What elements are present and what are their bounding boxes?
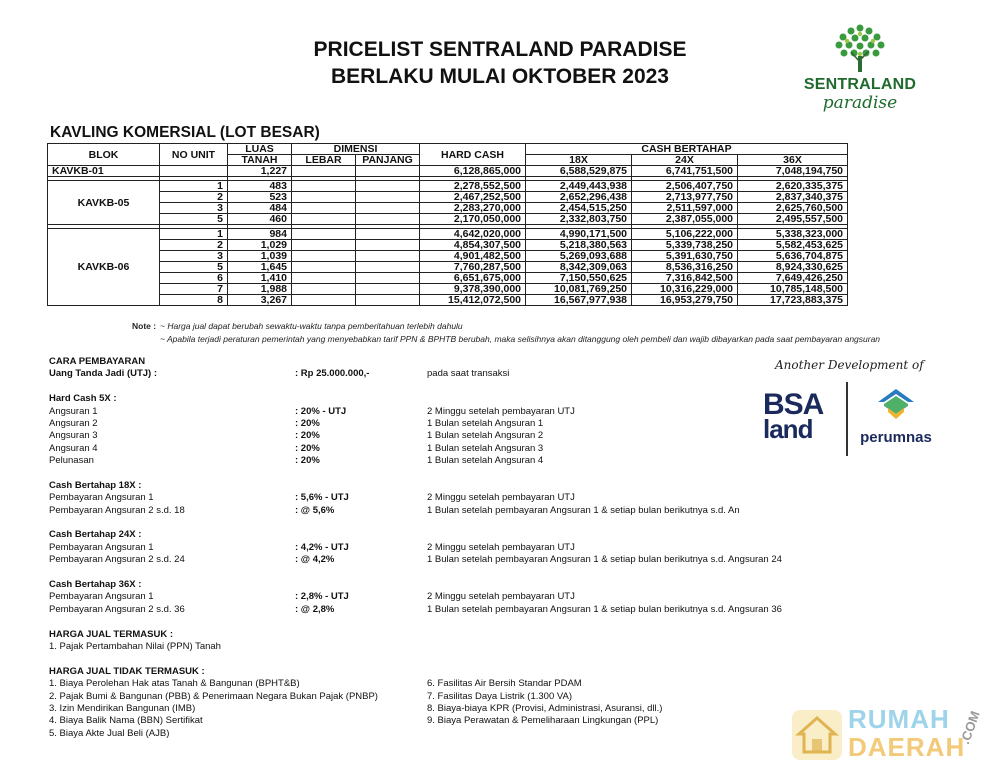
payment-note: 1 Bulan setelah Angsuran 3 [427,442,544,454]
header-lebar: LEBAR [292,155,356,166]
utj-value: : Rp 25.000.000,- [295,368,370,380]
no-unit-cell: 6 [160,273,228,284]
hard-cash-cell: 4,854,307,500 [420,240,526,251]
luas-cell: 1,227 [228,166,292,177]
no-unit-cell: 3 [160,203,228,214]
luas-cell: 484 [228,203,292,214]
price-24x-cell: 8,536,316,250 [632,262,738,273]
no-unit-cell: 1 [160,181,228,192]
price-18x-cell: 4,990,171,500 [526,229,632,240]
no-unit-cell: 5 [160,262,228,273]
lebar-cell [292,295,356,306]
watermark-line-1: RUMAH [848,704,950,734]
payment-label: Pelunasan [49,455,94,467]
price-18x-cell: 16,567,977,938 [526,295,632,306]
table-row [48,240,848,251]
watermark-line-2: DAERAH [848,732,966,762]
notes-label: Note : [132,321,157,331]
header-36x: 36X [738,155,848,166]
lebar-cell [292,166,356,177]
note-item: ~ Harga jual dapat berubah sewaktu-waktu tanpa pemberitahuan terlebih dahulu [160,321,463,331]
page-title [250,36,750,90]
excluded-cost-item: 3. Izin Mendirikan Bangunan (IMB) [49,702,196,714]
header-24x: 24X [632,155,738,166]
lebar-cell [292,229,356,240]
no-unit-cell: 2 [160,240,228,251]
luas-cell: 1,988 [228,284,292,295]
another-development-label: Another Development of [775,358,924,372]
price-36x-cell: 5,338,323,000 [738,229,848,240]
table-row [48,203,848,214]
logo-divider [846,382,848,456]
price-36x-cell: 5,636,704,875 [738,251,848,262]
price-36x-cell: 7,649,426,250 [738,273,848,284]
payment-note: 2 Minggu setelah pembayaran UTJ [427,492,575,504]
price-18x-cell: 10,081,769,250 [526,284,632,295]
price-24x-cell: 2,506,407,750 [632,181,738,192]
table-row [48,192,848,203]
price-table [47,143,848,306]
luas-cell: 1,039 [228,251,292,262]
payment-note: 2 Minggu setelah pembayaran UTJ [427,591,575,603]
payment-note: 1 Bulan setelah pembayaran Angsuran 1 & setiap bulan berikutnya s.d. Angsuran 36 [427,603,782,615]
perumnas-house-icon [874,386,918,422]
title-line-2: BERLAKU MULAI OKTOBER 2023 [331,65,669,88]
no-unit-cell: 7 [160,284,228,295]
price-36x-cell: 5,582,453,625 [738,240,848,251]
price-18x-cell: 2,652,296,438 [526,192,632,203]
price-24x-cell: 5,106,222,000 [632,229,738,240]
watermark-com: .COM [957,708,983,747]
payment-note: 1 Bulan setelah Angsuran 2 [427,430,544,442]
price-36x-cell: 2,495,557,500 [738,214,848,225]
no-unit-cell: 8 [160,295,228,306]
price-36x-cell: 2,625,760,500 [738,203,848,214]
lebar-cell [292,240,356,251]
payment-note: 1 Bulan setelah Angsuran 4 [427,455,544,467]
price-36x-cell: 17,723,883,375 [738,295,848,306]
lebar-cell [292,181,356,192]
table-row [48,251,848,262]
luas-cell: 1,029 [228,240,292,251]
payment-label: Pembayaran Angsuran 2 s.d. 24 [49,554,185,566]
header-luas: LUAS [228,144,292,155]
price-18x-cell: 7,150,550,625 [526,273,632,284]
panjang-cell [356,273,420,284]
table-row [48,262,848,273]
price-24x-cell: 2,387,055,000 [632,214,738,225]
payment-value: : 20% - UTJ [295,405,347,417]
utj-label: Uang Tanda Jadi (UTJ) : [49,368,158,380]
payment-note: 2 Minggu setelah pembayaran UTJ [427,405,575,417]
no-unit-cell: 5 [160,214,228,225]
cash-bertahap-36x-heading: Cash Bertahap 36X : [49,579,142,591]
price-24x-cell: 16,953,279,750 [632,295,738,306]
price-18x-cell: 6,588,529,875 [526,166,632,177]
price-18x-cell: 8,342,309,063 [526,262,632,273]
header-cash-bertahap: CASH BERTAHAP [526,144,848,155]
bsa-text: BSA [763,388,824,421]
payment-label: Pembayaran Angsuran 1 [49,492,154,504]
house-watermark-icon [790,708,844,762]
lebar-cell [292,192,356,203]
luas-cell: 523 [228,192,292,203]
excluded-cost-item: 7. Fasilitas Daya Listrik (1.300 VA) [427,690,573,702]
price-18x-cell: 5,218,380,563 [526,240,632,251]
payment-label: Pembayaran Angsuran 2 s.d. 36 [49,603,185,615]
notes [132,320,880,346]
hard-cash-cell: 6,128,865,000 [420,166,526,177]
payment-value: : 20% [295,455,320,467]
perumnas-logo [852,386,940,446]
payment-note: 1 Bulan setelah Angsuran 1 [427,417,544,429]
price-36x-cell: 2,837,340,375 [738,192,848,203]
cara-pembayaran-heading: CARA PEMBAYARAN [49,356,146,367]
table-row [48,295,848,306]
panjang-cell [356,181,420,192]
excluded-cost-item: 6. Fasilitas Air Bersih Standar PDAM [427,678,582,690]
excluded-cost-item: 2. Pajak Bumi & Bangunan (PBB) & Penerimaan Negara Bukan Pajak (PNBP) [49,690,378,702]
table-row [48,229,848,240]
hard-cash-cell: 2,467,252,500 [420,192,526,203]
lebar-cell [292,273,356,284]
brand-sub: paradise [822,93,898,113]
no-unit-cell: 1 [160,229,228,240]
header-18x: 18X [526,155,632,166]
no-unit-cell: 2 [160,192,228,203]
luas-cell: 984 [228,229,292,240]
payment-value: : 5,6% - UTJ [295,492,349,504]
table-row [48,181,848,192]
excluded-cost-item: 5. Biaya Akte Jual Beli (AJB) [49,727,170,739]
hard-cash-cell: 7,760,287,500 [420,262,526,273]
price-24x-cell: 2,713,977,750 [632,192,738,203]
excluded-cost-item: 9. Biaya Perawatan & Pemeliharaan Lingkungan (PPL) [427,715,659,727]
brand-name: SENTRALAND [803,76,917,93]
panjang-cell [356,166,420,177]
payment-label: Pembayaran Angsuran 1 [49,541,154,553]
cash-bertahap-18x-heading: Cash Bertahap 18X : [49,479,142,491]
header-no-unit: NO UNIT [160,144,228,166]
bsa-land-logo [763,388,824,444]
payment-label: Angsuran 3 [49,430,98,442]
price-18x-cell: 2,332,803,750 [526,214,632,225]
lebar-cell [292,251,356,262]
excluded-cost-item: 1. Biaya Perolehan Hak atas Tanah & Bangunan (BPHT&B) [49,678,300,690]
cash-bertahap-24x-heading: Cash Bertahap 24X : [49,529,142,541]
payment-label: Pembayaran Angsuran 1 [49,591,154,603]
price-24x-cell: 7,316,842,500 [632,273,738,284]
price-36x-cell: 10,785,148,500 [738,284,848,295]
panjang-cell [356,284,420,295]
price-18x-cell: 5,269,093,688 [526,251,632,262]
price-36x-cell: 2,620,335,375 [738,181,848,192]
table-row [48,214,848,225]
panjang-cell [356,203,420,214]
excluded-cost-item: 4. Biaya Balik Nama (BBN) Sertifikat [49,715,203,727]
lebar-cell [292,214,356,225]
lebar-cell [292,284,356,295]
panjang-cell [356,229,420,240]
harga-tidak-termasuk-heading: HARGA JUAL TIDAK TERMASUK : [49,665,205,677]
payment-note: 1 Bulan setelah pembayaran Angsuran 1 & setiap bulan berikutnya s.d. An [427,504,740,516]
payment-note: 2 Minggu setelah pembayaran UTJ [427,541,575,553]
payment-note: 1 Bulan setelah pembayaran Angsuran 1 & setiap bulan berikutnya s.d. Angsuran 24 [427,554,782,566]
payment-label: Angsuran 4 [49,442,98,454]
header-hard-cash: HARD CASH [420,144,526,166]
payment-value: : 4,2% - UTJ [295,541,349,553]
perumnas-text: perumnas [860,429,932,446]
section-title: KAVLING KOMERSIAL (LOT BESAR) [50,124,320,141]
panjang-cell [356,295,420,306]
title-line-1: PRICELIST SENTRALAND PARADISE [313,38,687,61]
blok-cell: KAVKB-01 [48,166,160,177]
price-18x-cell: 2,454,515,250 [526,203,632,214]
hard-cash-cell: 4,901,482,500 [420,251,526,262]
lebar-cell [292,203,356,214]
table-row [48,273,848,284]
payment-label: Pembayaran Angsuran 2 s.d. 18 [49,504,185,516]
blok-cell: KAVKB-06 [48,229,160,306]
price-24x-cell: 6,741,751,500 [632,166,738,177]
payment-value: : @ 4,2% [295,554,335,566]
price-36x-cell: 8,924,330,625 [738,262,848,273]
price-18x-cell: 2,449,443,938 [526,181,632,192]
payment-value: : 20% [295,442,320,454]
panjang-cell [356,251,420,262]
lebar-cell [292,262,356,273]
header-dimensi: DIMENSI [292,144,420,155]
header-blok: BLOK [48,144,160,166]
hard-cash-cell: 2,278,552,500 [420,181,526,192]
luas-cell: 483 [228,181,292,192]
payment-label: Angsuran 1 [49,405,98,417]
price-24x-cell: 10,316,229,000 [632,284,738,295]
payment-value: : 20% [295,417,320,429]
price-24x-cell: 5,391,630,750 [632,251,738,262]
hard-cash-cell: 2,283,270,000 [420,203,526,214]
hard-cash-cell: 2,170,050,000 [420,214,526,225]
hard-cash-cell: 4,642,020,000 [420,229,526,240]
payment-value: : @ 5,6% [295,504,335,516]
utj-note: pada saat transaksi [427,368,510,380]
luas-cell: 1,410 [228,273,292,284]
luas-cell: 460 [228,214,292,225]
payment-value: : @ 2,8% [295,603,335,615]
harga-termasuk-item: 1. Pajak Pertambahan Nilai (PPN) Tanah [49,640,221,652]
panjang-cell [356,192,420,203]
header-tanah: TANAH [228,155,292,166]
table-row [48,284,848,295]
payment-value: : 2,8% - UTJ [295,591,349,603]
hard-cash-cell: 15,412,072,500 [420,295,526,306]
price-36x-cell: 7,048,194,750 [738,166,848,177]
tree-icon [831,22,889,74]
panjang-cell [356,262,420,273]
price-24x-cell: 5,339,738,250 [632,240,738,251]
note-item: ~ Apabila terjadi peraturan pemerintah yang menyebabkan tarif PPN & BPHTB berubah, maka selisihnya akan ditanggung oleh pembeli dan wajib dibayarkan pada saat pembayaran angsuran [160,334,881,344]
rumahdaerah-watermark [790,706,990,764]
hard-cash-cell: 9,378,390,000 [420,284,526,295]
sentraland-logo [795,22,925,112]
excluded-cost-item: 8. Biaya-biaya KPR (Provisi, Administrasi, Asuransi, dll.) [427,702,663,714]
no-unit-cell [160,166,228,177]
panjang-cell [356,240,420,251]
luas-cell: 3,267 [228,295,292,306]
price-table-body [48,166,848,306]
hard-cash-5x-heading: Hard Cash 5X : [49,393,117,405]
land-text: land [763,414,813,444]
header-panjang: PANJANG [356,155,420,166]
blok-cell: KAVKB-05 [48,181,160,225]
no-unit-cell: 3 [160,251,228,262]
panjang-cell [356,214,420,225]
luas-cell: 1,645 [228,262,292,273]
payment-value: : 20% [295,430,320,442]
harga-termasuk-heading: HARGA JUAL TERMASUK : [49,628,174,640]
payment-label: Angsuran 2 [49,417,98,429]
price-24x-cell: 2,511,597,000 [632,203,738,214]
table-row [48,166,848,177]
hard-cash-cell: 6,651,675,000 [420,273,526,284]
